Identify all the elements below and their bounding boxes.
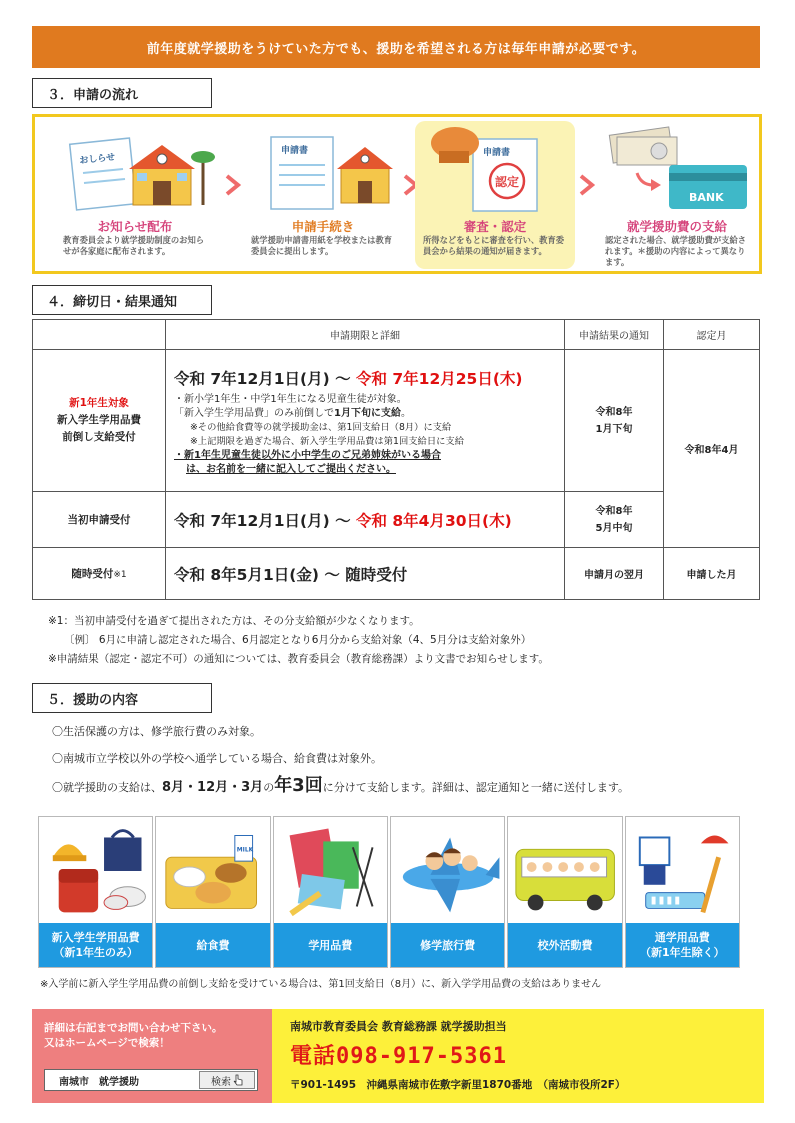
notify-anytime: 申請月の翌月 bbox=[565, 548, 664, 600]
item-label-line: 通学用品費 bbox=[654, 931, 710, 944]
notify-line: 1月下旬 bbox=[595, 423, 633, 435]
detail-line: 。 bbox=[400, 407, 411, 419]
item-label bbox=[156, 923, 269, 967]
item-label-line: （新1年生除く） bbox=[639, 946, 725, 959]
stationery-icon bbox=[274, 817, 387, 923]
flow-step-review bbox=[415, 121, 575, 269]
date-end: 令和 7年12月25日(木) bbox=[356, 369, 523, 388]
section-title-deadline: ４．締切日・結果通知 bbox=[32, 285, 212, 315]
step-title: お知らせ配布 bbox=[97, 219, 173, 234]
application-flow bbox=[32, 114, 762, 274]
support-items bbox=[38, 816, 740, 968]
item-outdoor-activity bbox=[507, 816, 622, 968]
application-form-icon bbox=[243, 121, 403, 216]
search-button-label: 検索 bbox=[211, 1076, 231, 1088]
support-line: 〇生活保護の方は、修学旅行費のみ対象。 bbox=[52, 725, 261, 738]
item-school-trip bbox=[390, 816, 505, 968]
row-label-anytime bbox=[33, 548, 166, 600]
bank-card-text: BANK bbox=[689, 191, 724, 204]
notify-initial bbox=[565, 492, 664, 548]
row-detail-new-students bbox=[166, 350, 565, 492]
schedule-table bbox=[32, 319, 760, 600]
item-school-supplies bbox=[273, 816, 388, 968]
detail-siblings: は、お名前を一緒に記入してご提出ください。 bbox=[186, 463, 396, 475]
notes bbox=[48, 612, 549, 669]
approval-month-shared: 令和8年4月 bbox=[664, 350, 760, 548]
milk-carton-text: MILK bbox=[237, 847, 254, 854]
review-paper-text: 申請書 bbox=[483, 148, 511, 158]
support-details bbox=[52, 718, 629, 801]
contact-prompt-line: 又はホームページで検索！ bbox=[44, 1037, 170, 1049]
item-label-line: 校外活動費 bbox=[537, 938, 593, 952]
approval-stamp-text: 認定 bbox=[495, 175, 520, 189]
header-empty bbox=[33, 320, 166, 350]
item-lunch bbox=[155, 816, 270, 968]
commute-items-icon bbox=[626, 817, 739, 923]
footnote: ※入学前に新入学生学用品費の前倒し支給を受けている場合は、第1回支給日（8月）に、新入学学用品費の支給はありません bbox=[40, 979, 602, 990]
contact-address: 〒901-1495 沖縄県南城市佐敷字新里1870番地 （南城市役所2F） bbox=[290, 1079, 626, 1091]
item-label-line: 給食費 bbox=[196, 938, 230, 952]
contact-search-panel bbox=[32, 1009, 272, 1103]
arrow-right-icon bbox=[221, 173, 245, 197]
airplane-icon bbox=[391, 817, 504, 923]
flow-step-notice bbox=[55, 121, 215, 269]
search-input[interactable]: 南城市 就学援助 bbox=[59, 1076, 139, 1088]
detail-line: ・新小学1年生・中学1年生になる児童生徒が対象。 bbox=[174, 393, 407, 405]
header-deadline: 申請期限と詳細 bbox=[166, 320, 565, 350]
top-banner: 前年度就学援助をうけていた方でも、援助を希望される方は毎年申請が必要です。 bbox=[32, 26, 760, 68]
date-start: 令和 7年12月1日(月) ～ bbox=[174, 511, 356, 530]
header-month: 認定月 bbox=[664, 320, 760, 350]
step-desc: 教育委員会より就学援助制度のお知らせが各家庭に配布されます。 bbox=[63, 235, 205, 256]
item-label bbox=[508, 923, 621, 967]
contact-info bbox=[272, 1009, 764, 1103]
step-title: 審査・認定 bbox=[463, 219, 527, 234]
label-red: 新1年生対象 bbox=[69, 397, 129, 409]
support-line: の bbox=[263, 781, 275, 794]
lunch-icon bbox=[156, 817, 269, 923]
row-label-new-students bbox=[33, 350, 166, 492]
support-times: 年3回 bbox=[274, 775, 323, 796]
step-title: 申請手続き bbox=[291, 219, 355, 234]
row-label-initial: 当初申請受付 bbox=[33, 492, 166, 548]
search-button[interactable] bbox=[199, 1071, 255, 1089]
notice-school-icon bbox=[55, 121, 215, 216]
detail-siblings: ・新1年生児童生徒以外に小中学生のご兄弟姉妹がいる場合 bbox=[174, 449, 441, 461]
contact-prompt-line: 詳細は右記までお問い合わせ下さい。 bbox=[44, 1022, 223, 1034]
item-label-line: 新入学生学用品費 bbox=[51, 931, 140, 944]
item-label bbox=[626, 923, 739, 967]
label-line: 前倒し支給受付 bbox=[62, 431, 136, 443]
review-stamp-icon bbox=[415, 121, 575, 216]
support-months: 8月・12月・3月 bbox=[162, 780, 264, 795]
header-notify: 申請結果の通知 bbox=[565, 320, 664, 350]
school-bag-icon bbox=[39, 817, 152, 923]
contact-prompt bbox=[44, 1021, 223, 1051]
item-label bbox=[391, 923, 504, 967]
date-end: 令和 8年4月30日(木) bbox=[356, 511, 512, 530]
contact-org: 南城市教育委員会 教育総務課 就学援助担当 bbox=[290, 1020, 507, 1033]
notify-line: 令和8年 bbox=[595, 406, 633, 418]
flow-step-apply bbox=[243, 121, 403, 269]
item-label bbox=[39, 923, 152, 967]
label-note: ※1 bbox=[113, 570, 127, 580]
flow-step-payment bbox=[597, 121, 757, 269]
detail-emphasis: 1月下旬に支給 bbox=[334, 407, 401, 419]
note-line: ※申請結果（認定・認定不可）の通知については、教育委員会（教育総務課）より文書でお知らせします。 bbox=[48, 653, 549, 665]
date-start: 令和 7年12月1日(月) ～ bbox=[174, 369, 356, 388]
item-label-line: （新1年生のみ） bbox=[53, 946, 138, 959]
note-line: 〔例〕 6月に申請し認定された場合、6月認定となり6月分から支給対象（4、5月分は支給対象外） bbox=[64, 634, 532, 646]
date-anytime: 令和 8年5月1日(金) ～ 随時受付 bbox=[174, 565, 408, 584]
step-desc: 認定された場合、就学援助費が支給されます。＊援助の内容によって異なります。 bbox=[605, 235, 747, 267]
label-text: 随時受付 bbox=[71, 568, 114, 580]
cursor-hand-icon bbox=[233, 1074, 243, 1086]
support-line: 〇就学援助の支給は、 bbox=[52, 781, 162, 794]
row-detail-anytime bbox=[166, 548, 565, 600]
search-box[interactable] bbox=[44, 1069, 258, 1091]
notify-line: 5月中旬 bbox=[595, 522, 633, 534]
support-line: 〇南城市立学校以外の学校へ通学している場合、給食費は対象外。 bbox=[52, 752, 382, 765]
bank-money-icon bbox=[597, 121, 757, 216]
item-school-supplies-new bbox=[38, 816, 153, 968]
arrow-right-icon bbox=[575, 173, 599, 197]
form-paper-text: 申請書 bbox=[281, 146, 309, 156]
contact-phone[interactable]: 電話098-917-5361 bbox=[290, 1044, 507, 1069]
row-detail-initial bbox=[166, 492, 565, 548]
step-desc: 所得などをもとに審査を行い、教育委員会から結果の通知が届きます。 bbox=[423, 235, 565, 256]
detail-note: ※その他給食費等の就学援助金は、第1回支給日（8月）に支給 bbox=[190, 421, 452, 433]
detail-line: 「新入学生学用品費」のみ前倒しで bbox=[174, 407, 334, 419]
section-title-content: ５．援助の内容 bbox=[32, 683, 212, 713]
detail-note: ※上記期限を過ぎた場合、新入学生学用品費は第1回支給日に支給 bbox=[190, 435, 465, 447]
month-anytime: 申請した月 bbox=[664, 548, 760, 600]
item-label bbox=[274, 923, 387, 967]
bus-icon bbox=[508, 817, 621, 923]
note-line: ※1：当初申請受付を過ぎて提出された方は、その分支給額が少なくなります。 bbox=[48, 615, 420, 627]
step-title: 就学援助費の支給 bbox=[626, 219, 727, 234]
notify-new-students bbox=[565, 350, 664, 492]
notify-line: 令和8年 bbox=[595, 505, 633, 517]
item-label-line: 修学旅行費 bbox=[420, 938, 476, 952]
label-line: 新入学生学用品費 bbox=[57, 414, 141, 426]
item-commute-supplies bbox=[625, 816, 740, 968]
notice-paper-text: おしらせ bbox=[79, 152, 116, 167]
step-desc: 就学援助申請書用紙を学校または教育委員会に提出します。 bbox=[251, 235, 393, 256]
item-label-line: 学用品費 bbox=[308, 938, 353, 952]
section-title-flow: ３．申請の流れ bbox=[32, 78, 212, 108]
support-line: に分けて支給します。詳細は、認定通知と一緒に送付します。 bbox=[322, 781, 629, 794]
